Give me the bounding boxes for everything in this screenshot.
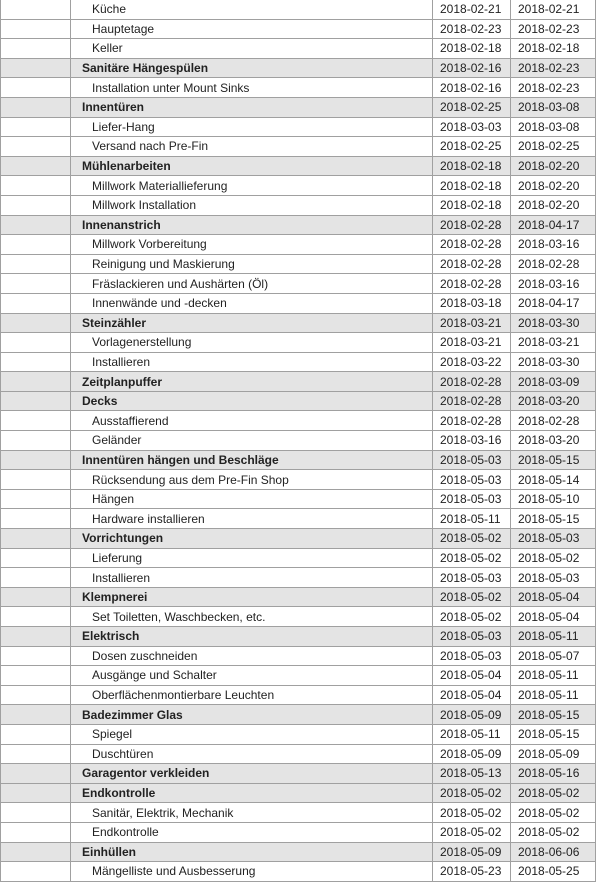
row-indent-cell: [1, 78, 71, 98]
task-name: Hauptetage: [71, 19, 433, 39]
start-date: 2018-03-22: [433, 352, 511, 372]
task-row: [1, 78, 596, 98]
task-group-name: Sanitäre Hängespülen: [71, 58, 433, 78]
task-group-row: [1, 58, 596, 78]
task-row: [1, 431, 596, 451]
row-indent-cell: [1, 862, 71, 882]
task-name: Fräslackieren und Aushärten (Öl): [71, 274, 433, 294]
start-date: 2018-05-02: [433, 803, 511, 823]
task-row: [1, 19, 596, 39]
row-indent-cell: [1, 39, 71, 59]
end-date: 2018-05-15: [511, 705, 596, 725]
task-row: [1, 744, 596, 764]
row-indent-cell: [1, 529, 71, 549]
task-name: Liefer-Hang: [71, 117, 433, 137]
task-group-name: Klempnerei: [71, 587, 433, 607]
end-date: 2018-05-02: [511, 803, 596, 823]
task-group-row: [1, 764, 596, 784]
task-group-row: [1, 97, 596, 117]
task-name: Rücksendung aus dem Pre-Fin Shop: [71, 470, 433, 490]
start-date: 2018-05-03: [433, 568, 511, 588]
start-date: 2018-05-02: [433, 587, 511, 607]
task-row: [1, 862, 596, 882]
task-name: Ausgänge und Schalter: [71, 666, 433, 686]
task-row: [1, 509, 596, 529]
row-indent-cell: [1, 822, 71, 842]
row-indent-cell: [1, 607, 71, 627]
start-date: 2018-05-11: [433, 724, 511, 744]
task-group-name: Innentüren hängen und Beschläge: [71, 450, 433, 470]
end-date: 2018-02-25: [511, 137, 596, 157]
row-indent-cell: [1, 724, 71, 744]
row-indent-cell: [1, 391, 71, 411]
task-row: [1, 822, 596, 842]
task-row: [1, 293, 596, 313]
start-date: 2018-02-28: [433, 254, 511, 274]
start-date: 2018-02-25: [433, 137, 511, 157]
start-date: 2018-02-18: [433, 195, 511, 215]
row-indent-cell: [1, 215, 71, 235]
row-indent-cell: [1, 764, 71, 784]
end-date: 2018-02-28: [511, 254, 596, 274]
end-date: 2018-04-17: [511, 215, 596, 235]
end-date: 2018-03-16: [511, 235, 596, 255]
task-name: Spiegel: [71, 724, 433, 744]
end-date: 2018-05-02: [511, 783, 596, 803]
end-date: 2018-02-23: [511, 58, 596, 78]
end-date: 2018-03-16: [511, 274, 596, 294]
schedule-body: [1, 0, 596, 881]
task-name: Dosen zuschneiden: [71, 646, 433, 666]
task-row: [1, 274, 596, 294]
end-date: 2018-05-15: [511, 450, 596, 470]
start-date: 2018-02-25: [433, 97, 511, 117]
start-date: 2018-02-23: [433, 19, 511, 39]
task-row: [1, 195, 596, 215]
start-date: 2018-05-03: [433, 627, 511, 647]
row-indent-cell: [1, 411, 71, 431]
task-name: Geländer: [71, 431, 433, 451]
end-date: 2018-03-08: [511, 117, 596, 137]
row-indent-cell: [1, 842, 71, 862]
task-row: [1, 548, 596, 568]
task-group-row: [1, 450, 596, 470]
end-date: 2018-03-08: [511, 97, 596, 117]
end-date: 2018-05-25: [511, 862, 596, 882]
start-date: 2018-02-28: [433, 391, 511, 411]
end-date: 2018-05-10: [511, 489, 596, 509]
end-date: 2018-03-20: [511, 431, 596, 451]
task-row: [1, 646, 596, 666]
end-date: 2018-05-11: [511, 666, 596, 686]
task-group-row: [1, 783, 596, 803]
row-indent-cell: [1, 235, 71, 255]
start-date: 2018-02-18: [433, 156, 511, 176]
task-row: [1, 235, 596, 255]
start-date: 2018-05-03: [433, 489, 511, 509]
row-indent-cell: [1, 470, 71, 490]
start-date: 2018-05-04: [433, 666, 511, 686]
start-date: 2018-02-28: [433, 235, 511, 255]
start-date: 2018-05-02: [433, 607, 511, 627]
task-group-row: [1, 215, 596, 235]
task-name: Installieren: [71, 352, 433, 372]
task-row: [1, 724, 596, 744]
end-date: 2018-05-09: [511, 744, 596, 764]
task-group-name: Endkontrolle: [71, 783, 433, 803]
row-indent-cell: [1, 352, 71, 372]
task-row: [1, 0, 596, 19]
end-date: 2018-05-11: [511, 627, 596, 647]
task-name: Set Toiletten, Waschbecken, etc.: [71, 607, 433, 627]
row-indent-cell: [1, 176, 71, 196]
start-date: 2018-02-28: [433, 372, 511, 392]
start-date: 2018-03-21: [433, 313, 511, 333]
end-date: 2018-05-14: [511, 470, 596, 490]
row-indent-cell: [1, 666, 71, 686]
task-row: [1, 803, 596, 823]
row-indent-cell: [1, 803, 71, 823]
task-group-name: Vorrichtungen: [71, 529, 433, 549]
task-group-name: Zeitplanpuffer: [71, 372, 433, 392]
start-date: 2018-05-09: [433, 705, 511, 725]
end-date: 2018-02-28: [511, 411, 596, 431]
task-group-name: Einhüllen: [71, 842, 433, 862]
task-name: Mängelliste und Ausbesserung: [71, 862, 433, 882]
end-date: 2018-02-20: [511, 176, 596, 196]
start-date: 2018-05-02: [433, 822, 511, 842]
task-row: [1, 137, 596, 157]
task-row: [1, 333, 596, 353]
row-indent-cell: [1, 646, 71, 666]
start-date: 2018-02-28: [433, 215, 511, 235]
start-date: 2018-05-02: [433, 783, 511, 803]
row-indent-cell: [1, 627, 71, 647]
start-date: 2018-02-21: [433, 0, 511, 19]
task-row: [1, 489, 596, 509]
task-group-row: [1, 156, 596, 176]
end-date: 2018-03-09: [511, 372, 596, 392]
row-indent-cell: [1, 97, 71, 117]
task-group-row: [1, 627, 596, 647]
row-indent-cell: [1, 58, 71, 78]
task-row: [1, 666, 596, 686]
task-name: Keller: [71, 39, 433, 59]
end-date: 2018-02-20: [511, 195, 596, 215]
row-indent-cell: [1, 489, 71, 509]
start-date: 2018-05-13: [433, 764, 511, 784]
start-date: 2018-02-16: [433, 58, 511, 78]
row-indent-cell: [1, 372, 71, 392]
row-indent-cell: [1, 431, 71, 451]
row-indent-cell: [1, 685, 71, 705]
row-indent-cell: [1, 333, 71, 353]
task-name: Hängen: [71, 489, 433, 509]
task-name: Ausstaffierend: [71, 411, 433, 431]
start-date: 2018-05-03: [433, 450, 511, 470]
start-date: 2018-05-09: [433, 842, 511, 862]
start-date: 2018-05-04: [433, 685, 511, 705]
task-group-row: [1, 313, 596, 333]
end-date: 2018-03-30: [511, 352, 596, 372]
task-group-name: Badezimmer Glas: [71, 705, 433, 725]
task-name: Millwork Vorbereitung: [71, 235, 433, 255]
row-indent-cell: [1, 274, 71, 294]
row-indent-cell: [1, 744, 71, 764]
task-group-row: [1, 842, 596, 862]
row-indent-cell: [1, 195, 71, 215]
start-date: 2018-02-16: [433, 78, 511, 98]
task-group-name: Mühlenarbeiten: [71, 156, 433, 176]
end-date: 2018-03-20: [511, 391, 596, 411]
row-indent-cell: [1, 156, 71, 176]
task-row: [1, 254, 596, 274]
task-row: [1, 568, 596, 588]
task-name: Installation unter Mount Sinks: [71, 78, 433, 98]
end-date: 2018-05-11: [511, 685, 596, 705]
task-group-row: [1, 391, 596, 411]
task-name: Vorlagenerstellung: [71, 333, 433, 353]
row-indent-cell: [1, 587, 71, 607]
task-group-row: [1, 587, 596, 607]
task-name: Sanitär, Elektrik, Mechanik: [71, 803, 433, 823]
end-date: 2018-05-04: [511, 587, 596, 607]
start-date: 2018-03-18: [433, 293, 511, 313]
row-indent-cell: [1, 783, 71, 803]
row-indent-cell: [1, 568, 71, 588]
task-name: Oberflächenmontierbare Leuchten: [71, 685, 433, 705]
end-date: 2018-05-03: [511, 529, 596, 549]
task-group-name: Elektrisch: [71, 627, 433, 647]
start-date: 2018-05-02: [433, 529, 511, 549]
task-row: [1, 685, 596, 705]
task-name: Versand nach Pre-Fin: [71, 137, 433, 157]
row-indent-cell: [1, 509, 71, 529]
start-date: 2018-05-11: [433, 509, 511, 529]
end-date: 2018-03-21: [511, 333, 596, 353]
task-group-name: Garagentor verkleiden: [71, 764, 433, 784]
end-date: 2018-02-23: [511, 78, 596, 98]
end-date: 2018-05-04: [511, 607, 596, 627]
task-group-row: [1, 372, 596, 392]
end-date: 2018-05-03: [511, 568, 596, 588]
row-indent-cell: [1, 705, 71, 725]
task-name: Innenwände und -decken: [71, 293, 433, 313]
row-indent-cell: [1, 137, 71, 157]
start-date: 2018-02-18: [433, 176, 511, 196]
end-date: 2018-03-30: [511, 313, 596, 333]
start-date: 2018-05-02: [433, 548, 511, 568]
start-date: 2018-05-09: [433, 744, 511, 764]
task-name: Millwork Materiallieferung: [71, 176, 433, 196]
task-name: Endkontrolle: [71, 822, 433, 842]
start-date: 2018-03-21: [433, 333, 511, 353]
task-name: Millwork Installation: [71, 195, 433, 215]
end-date: 2018-02-20: [511, 156, 596, 176]
task-row: [1, 411, 596, 431]
end-date: 2018-02-21: [511, 0, 596, 19]
end-date: 2018-05-07: [511, 646, 596, 666]
end-date: 2018-04-17: [511, 293, 596, 313]
row-indent-cell: [1, 313, 71, 333]
row-indent-cell: [1, 19, 71, 39]
task-name: Reinigung und Maskierung: [71, 254, 433, 274]
end-date: 2018-05-15: [511, 724, 596, 744]
end-date: 2018-05-02: [511, 822, 596, 842]
task-name: Hardware installieren: [71, 509, 433, 529]
task-group-name: Decks: [71, 391, 433, 411]
task-name: Küche: [71, 0, 433, 19]
task-name: Duschtüren: [71, 744, 433, 764]
end-date: 2018-02-18: [511, 39, 596, 59]
start-date: 2018-02-18: [433, 39, 511, 59]
task-group-name: Innentüren: [71, 97, 433, 117]
task-name: Lieferung: [71, 548, 433, 568]
row-indent-cell: [1, 117, 71, 137]
end-date: 2018-05-02: [511, 548, 596, 568]
task-group-name: Innenanstrich: [71, 215, 433, 235]
row-indent-cell: [1, 0, 71, 19]
task-group-name: Steinzähler: [71, 313, 433, 333]
task-group-row: [1, 529, 596, 549]
start-date: 2018-02-28: [433, 274, 511, 294]
task-row: [1, 176, 596, 196]
task-row: [1, 352, 596, 372]
row-indent-cell: [1, 254, 71, 274]
start-date: 2018-02-28: [433, 411, 511, 431]
end-date: 2018-05-16: [511, 764, 596, 784]
start-date: 2018-05-23: [433, 862, 511, 882]
task-group-row: [1, 705, 596, 725]
task-row: [1, 39, 596, 59]
start-date: 2018-03-16: [433, 431, 511, 451]
start-date: 2018-03-03: [433, 117, 511, 137]
task-row: [1, 470, 596, 490]
task-row: [1, 117, 596, 137]
task-name: Installieren: [71, 568, 433, 588]
start-date: 2018-05-03: [433, 470, 511, 490]
row-indent-cell: [1, 548, 71, 568]
task-row: [1, 607, 596, 627]
row-indent-cell: [1, 450, 71, 470]
end-date: 2018-05-15: [511, 509, 596, 529]
end-date: 2018-06-06: [511, 842, 596, 862]
start-date: 2018-05-03: [433, 646, 511, 666]
row-indent-cell: [1, 293, 71, 313]
end-date: 2018-02-23: [511, 19, 596, 39]
